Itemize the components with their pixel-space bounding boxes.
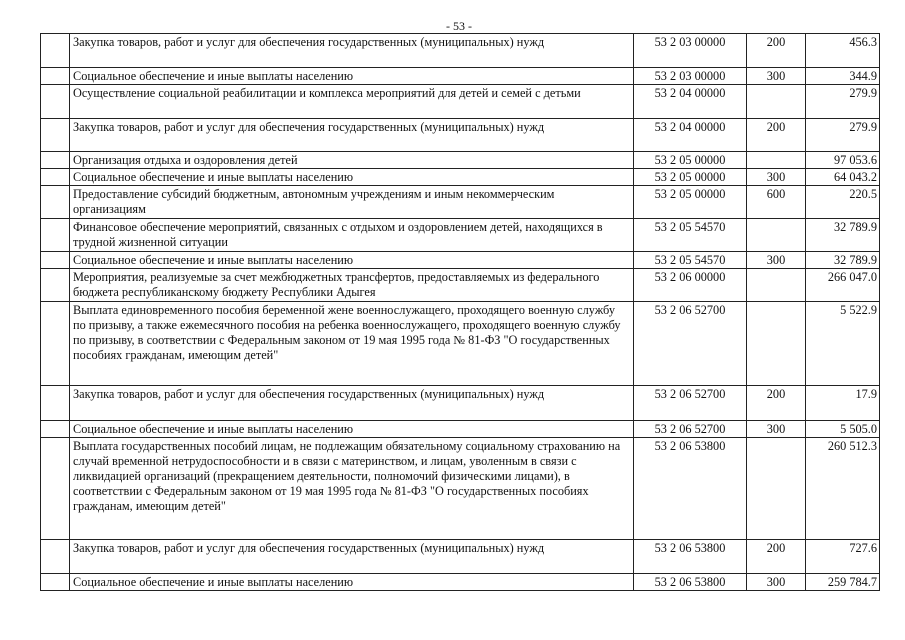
row-type: 200 [747,540,806,574]
row-type: 600 [747,186,806,219]
row-type: 300 [747,421,806,438]
row-code: 53 2 05 00000 [634,152,747,169]
index-cell [41,386,70,421]
row-amount: 279.9 [806,85,880,119]
row-type [747,302,806,386]
index-cell [41,219,70,252]
row-amount: 259 784.7 [806,574,880,591]
table-row [41,386,880,421]
row-code: 53 2 06 52700 [634,302,747,386]
row-code: 53 2 06 52700 [634,386,747,421]
row-amount: 727.6 [806,540,880,574]
row-code: 53 2 05 00000 [634,186,747,219]
row-code: 53 2 05 54570 [634,219,747,252]
row-amount: 64 043.2 [806,169,880,186]
table-row [41,252,880,269]
row-type: 300 [747,252,806,269]
index-cell [41,34,70,68]
table-row [41,85,880,119]
table-row [41,34,880,68]
row-name: Организация отдыха и оздоровления детей [70,152,634,169]
index-cell [41,574,70,591]
row-type: 200 [747,386,806,421]
row-amount: 266 047.0 [806,269,880,302]
index-cell [41,302,70,386]
row-name: Выплата единовременного пособия беременной жене военнослужащего, проходящего военную службу по призыву, а также ежемесячного пособия на ребенка военнослужащего, проходящего военную службу по призыву, в соответствии с Федеральным законом от 19 мая 1995 года № 81-ФЗ "О государственных пособиях гражданам, имеющим детей" [70,302,634,386]
row-code: 53 2 06 00000 [634,269,747,302]
index-cell [41,186,70,219]
row-name: Закупка товаров, работ и услуг для обеспечения государственных (муниципальных) нужд [70,386,634,421]
row-amount: 220.5 [806,186,880,219]
row-amount: 97 053.6 [806,152,880,169]
row-amount: 344.9 [806,68,880,85]
row-type: 300 [747,574,806,591]
row-type: 300 [747,169,806,186]
index-cell [41,68,70,85]
row-code: 53 2 06 52700 [634,421,747,438]
row-type: 200 [747,119,806,152]
index-cell [41,269,70,302]
row-code: 53 2 06 53800 [634,438,747,540]
row-amount: 32 789.9 [806,219,880,252]
table-row [41,574,880,591]
row-code: 53 2 06 53800 [634,540,747,574]
row-name: Выплата государственных пособий лицам, не подлежащим обязательному социальному страхованию на случай временной нетрудоспособности и в связи с материнством, и лицам, уволенным в связи с ликвидацией организаций (прекращением деятельности, полномочий физическими лицами), в соответствии с Федеральным законом от 19 мая 1995 года № 81-ФЗ "О государственных пособиях гражданам, имеющим детей" [70,438,634,540]
table-row [41,152,880,169]
table-row [41,68,880,85]
index-cell [41,252,70,269]
row-name: Закупка товаров, работ и услуг для обеспечения государственных (муниципальных) нужд [70,119,634,152]
index-cell [41,540,70,574]
row-code: 53 2 03 00000 [634,34,747,68]
row-type [747,269,806,302]
table-row [41,186,880,219]
row-code: 53 2 05 54570 [634,252,747,269]
row-type: 200 [747,34,806,68]
index-cell [41,85,70,119]
row-name: Предоставление субсидий бюджетным, автономным учреждениям и иным некоммерческим организациям [70,186,634,219]
row-type: 300 [747,68,806,85]
row-code: 53 2 06 53800 [634,574,747,591]
row-amount: 456.3 [806,34,880,68]
row-code: 53 2 03 00000 [634,68,747,85]
row-name: Социальное обеспечение и иные выплаты населению [70,421,634,438]
row-name: Осуществление социальной реабилитации и комплекса мероприятий для детей и семей с детьми [70,85,634,119]
row-name: Социальное обеспечение и иные выплаты населению [70,574,634,591]
table-row [41,169,880,186]
table-row [41,219,880,252]
row-code: 53 2 04 00000 [634,85,747,119]
row-amount: 5 522.9 [806,302,880,386]
row-type [747,152,806,169]
row-name: Финансовое обеспечение мероприятий, связанных с отдыхом и оздоровлением детей, находящихся в трудной жизненной ситуации [70,219,634,252]
row-amount: 17.9 [806,386,880,421]
row-name: Закупка товаров, работ и услуг для обеспечения государственных (муниципальных) нужд [70,34,634,68]
row-name: Социальное обеспечение и иные выплаты населению [70,68,634,85]
row-code: 53 2 04 00000 [634,119,747,152]
row-amount: 5 505.0 [806,421,880,438]
index-cell [41,438,70,540]
table-row [41,119,880,152]
row-name: Социальное обеспечение и иные выплаты населению [70,169,634,186]
row-amount: 32 789.9 [806,252,880,269]
index-cell [41,119,70,152]
table-row [41,540,880,574]
row-name: Социальное обеспечение и иные выплаты населению [70,252,634,269]
table-row [41,269,880,302]
row-amount: 279.9 [806,119,880,152]
index-cell [41,169,70,186]
budget-table [40,33,880,591]
row-name: Закупка товаров, работ и услуг для обеспечения государственных (муниципальных) нужд [70,540,634,574]
table-row [41,302,880,386]
row-type [747,438,806,540]
index-cell [41,152,70,169]
row-amount: 260 512.3 [806,438,880,540]
index-cell [41,421,70,438]
page-number: - 53 - [446,19,472,33]
table-row [41,421,880,438]
row-code: 53 2 05 00000 [634,169,747,186]
row-name: Мероприятия, реализуемые за счет межбюджетных трансфертов, предоставляемых из федерального бюджета республиканскому бюджету Республики Адыгея [70,269,634,302]
row-type [747,219,806,252]
table-row [41,438,880,540]
row-type [747,85,806,119]
